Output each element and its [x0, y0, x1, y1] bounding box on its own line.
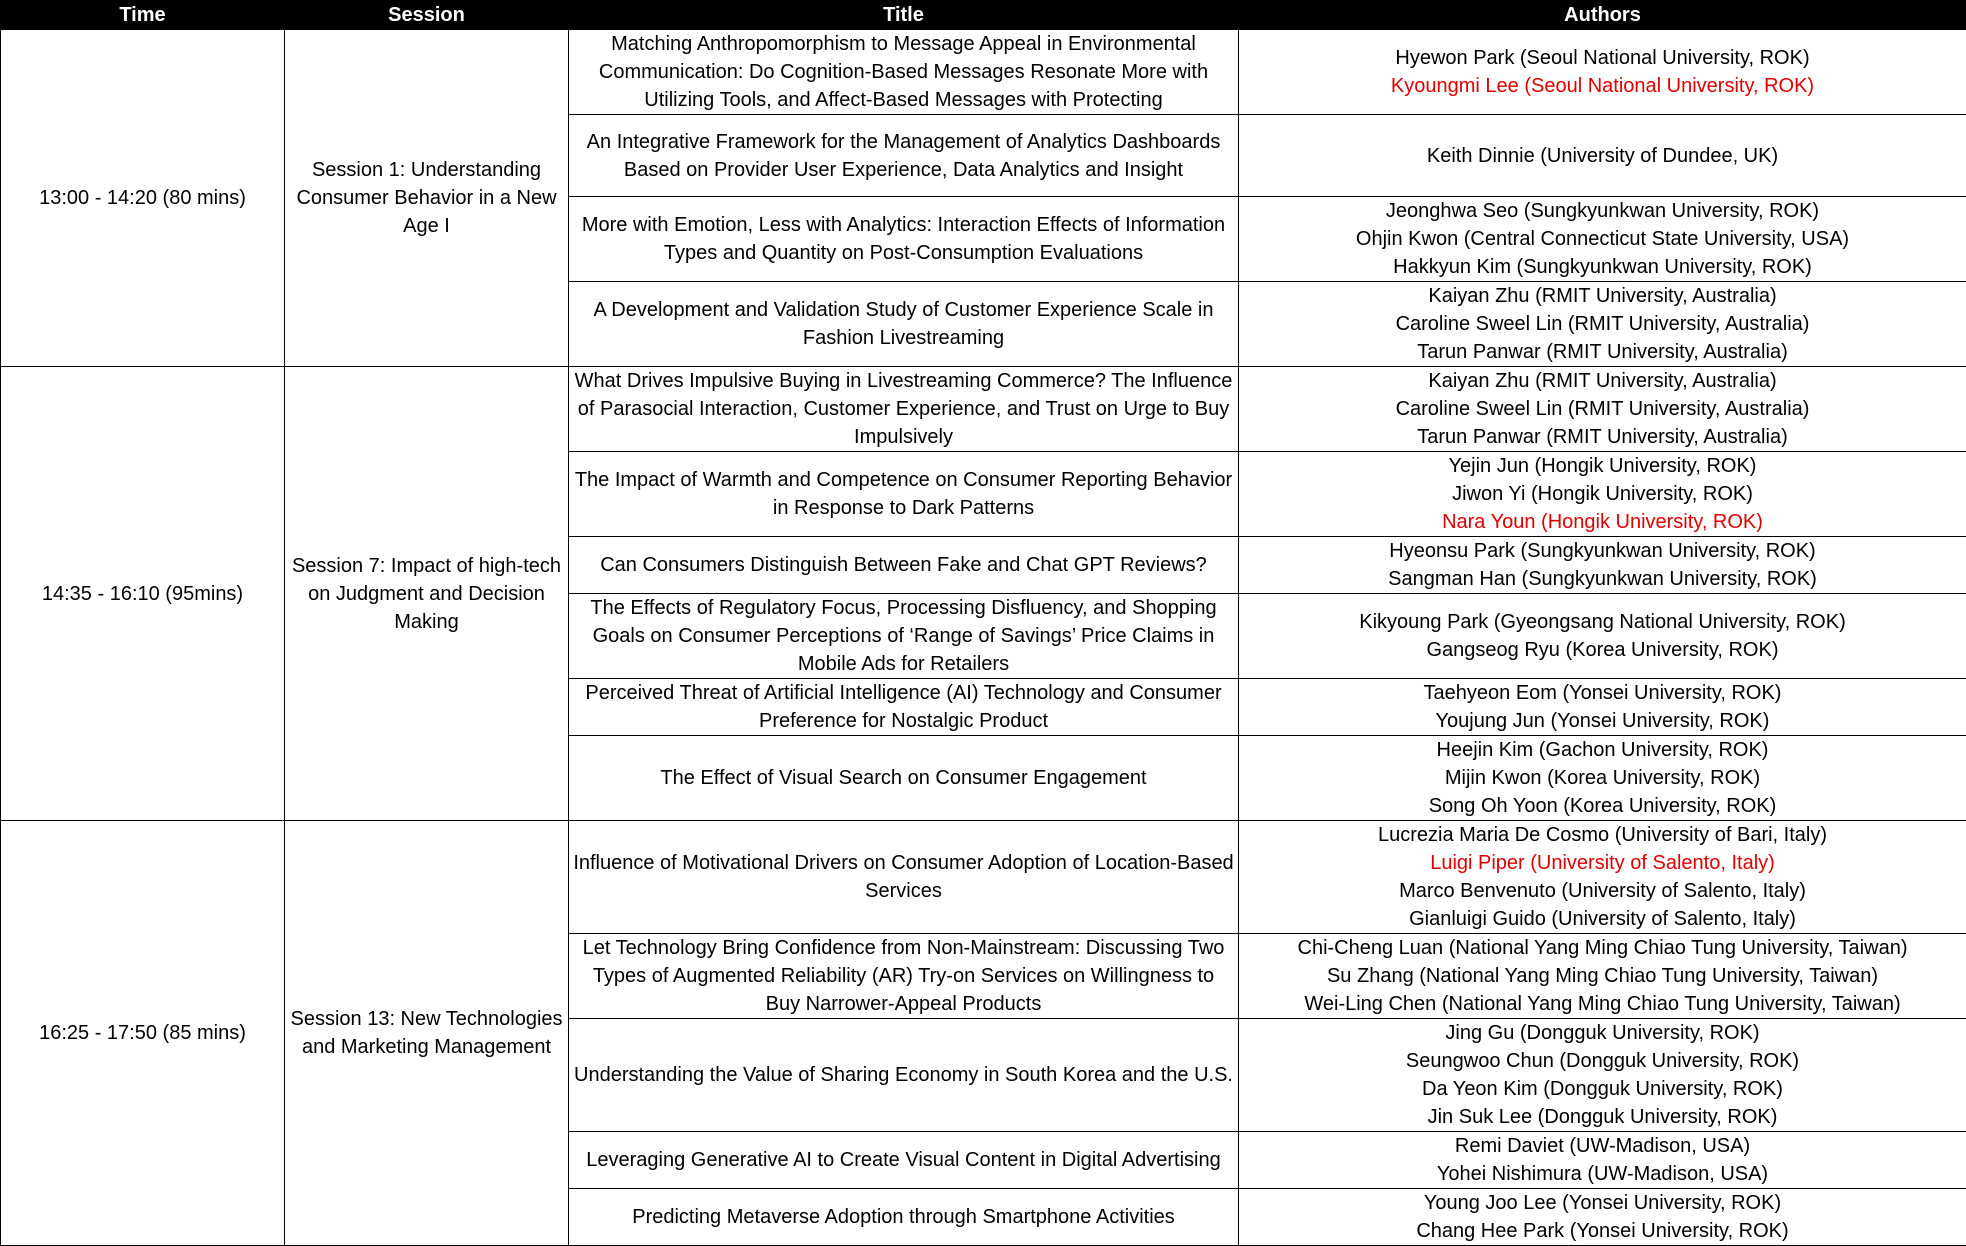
time-cell: 14:35 - 16:10 (95mins)	[1, 367, 285, 821]
author-name: Ohjin Kwon (Central Connecticut State University, USA)	[1243, 225, 1962, 253]
author-name: Jin Suk Lee (Dongguk University, ROK)	[1243, 1103, 1962, 1131]
header-authors: Authors	[1239, 1, 1966, 30]
author-name: Kikyoung Park (Gyeongsang National University, ROK)	[1243, 608, 1962, 636]
paper-title: Perceived Threat of Artificial Intelligence (AI) Technology and Consumer Preference for Nostalgic Product	[569, 679, 1239, 736]
author-name: Kaiyan Zhu (RMIT University, Australia)	[1243, 367, 1962, 395]
paper-title: Predicting Metaverse Adoption through Smartphone Activities	[569, 1189, 1239, 1246]
author-name: Heejin Kim (Gachon University, ROK)	[1243, 736, 1962, 764]
session-cell: Session 13: New Technologies and Marketing Management	[285, 821, 569, 1246]
author-name: Marco Benvenuto (University of Salento, Italy)	[1243, 877, 1962, 905]
authors-cell	[1239, 934, 1966, 1019]
authors-cell	[1239, 367, 1966, 452]
paper-row	[1, 30, 1966, 115]
author-name: Song Oh Yoon (Korea University, ROK)	[1243, 792, 1962, 820]
author-name: Tarun Panwar (RMIT University, Australia)	[1243, 338, 1962, 366]
header-row	[1, 1, 1966, 30]
author-name: Keith Dinnie (University of Dundee, UK)	[1243, 142, 1962, 170]
paper-title: The Effects of Regulatory Focus, Processing Disfluency, and Shopping Goals on Consumer Perceptions of ‘Range of Savings’ Price Claims in Mobile Ads for Retailers	[569, 594, 1239, 679]
authors-cell	[1239, 679, 1966, 736]
paper-row	[1, 367, 1966, 452]
author-name: Youjung Jun (Yonsei University, ROK)	[1243, 707, 1962, 735]
author-name-highlighted: Luigi Piper (University of Salento, Italy)	[1243, 849, 1962, 877]
author-name: Jiwon Yi (Hongik University, ROK)	[1243, 480, 1962, 508]
paper-title: Leveraging Generative AI to Create Visual Content in Digital Advertising	[569, 1132, 1239, 1189]
paper-title: Understanding the Value of Sharing Economy in South Korea and the U.S.	[569, 1019, 1239, 1132]
authors-cell	[1239, 1019, 1966, 1132]
author-name: Chi-Cheng Luan (National Yang Ming Chiao Tung University, Taiwan)	[1243, 934, 1962, 962]
author-name: Gangseog Ryu (Korea University, ROK)	[1243, 636, 1962, 664]
authors-cell	[1239, 1189, 1966, 1246]
author-name: Lucrezia Maria De Cosmo (University of Bari, Italy)	[1243, 821, 1962, 849]
author-name: Caroline Sweel Lin (RMIT University, Australia)	[1243, 395, 1962, 423]
session-cell: Session 1: Understanding Consumer Behavior in a New Age I	[285, 30, 569, 367]
author-name: Seungwoo Chun (Dongguk University, ROK)	[1243, 1047, 1962, 1075]
paper-title: The Impact of Warmth and Competence on Consumer Reporting Behavior in Response to Dark Patterns	[569, 452, 1239, 537]
authors-cell	[1239, 537, 1966, 594]
author-name: Su Zhang (National Yang Ming Chiao Tung University, Taiwan)	[1243, 962, 1962, 990]
authors-cell	[1239, 30, 1966, 115]
authors-cell	[1239, 821, 1966, 934]
author-name: Jing Gu (Dongguk University, ROK)	[1243, 1019, 1962, 1047]
time-cell: 16:25 - 17:50 (85 mins)	[1, 821, 285, 1246]
authors-cell	[1239, 115, 1966, 197]
paper-title: The Effect of Visual Search on Consumer Engagement	[569, 736, 1239, 821]
author-name: Taehyeon Eom (Yonsei University, ROK)	[1243, 679, 1962, 707]
authors-cell	[1239, 736, 1966, 821]
author-name: Jeonghwa Seo (Sungkyunkwan University, ROK)	[1243, 197, 1962, 225]
authors-cell	[1239, 282, 1966, 367]
paper-title: A Development and Validation Study of Customer Experience Scale in Fashion Livestreaming	[569, 282, 1239, 367]
paper-title: Let Technology Bring Confidence from Non-Mainstream: Discussing Two Types of Augmented Reliability (AR) Try-on Services on Willingness to Buy Narrower-Appeal Products	[569, 934, 1239, 1019]
author-name-highlighted: Nara Youn (Hongik University, ROK)	[1243, 508, 1962, 536]
authors-cell	[1239, 197, 1966, 282]
author-name: Yohei Nishimura (UW-Madison, USA)	[1243, 1160, 1962, 1188]
authors-cell	[1239, 1132, 1966, 1189]
author-name: Chang Hee Park (Yonsei University, ROK)	[1243, 1217, 1962, 1245]
author-name: Mijin Kwon (Korea University, ROK)	[1243, 764, 1962, 792]
paper-row	[1, 821, 1966, 934]
session-cell: Session 7: Impact of high-tech on Judgment and Decision Making	[285, 367, 569, 821]
author-name: Remi Daviet (UW-Madison, USA)	[1243, 1132, 1962, 1160]
author-name: Hyeonsu Park (Sungkyunkwan University, ROK)	[1243, 537, 1962, 565]
schedule-body	[1, 30, 1966, 1246]
header-title: Title	[569, 1, 1239, 30]
paper-title: More with Emotion, Less with Analytics: Interaction Effects of Information Types and Quantity on Post-Consumption Evaluations	[569, 197, 1239, 282]
author-name-highlighted: Kyoungmi Lee (Seoul National University, ROK)	[1243, 72, 1962, 100]
author-name: Kaiyan Zhu (RMIT University, Australia)	[1243, 282, 1962, 310]
paper-title: Can Consumers Distinguish Between Fake and Chat GPT Reviews?	[569, 537, 1239, 594]
authors-cell	[1239, 452, 1966, 537]
author-name: Sangman Han (Sungkyunkwan University, ROK)	[1243, 565, 1962, 593]
author-name: Yejin Jun (Hongik University, ROK)	[1243, 452, 1962, 480]
author-name: Da Yeon Kim (Dongguk University, ROK)	[1243, 1075, 1962, 1103]
author-name: Hyewon Park (Seoul National University, ROK)	[1243, 44, 1962, 72]
time-cell: 13:00 - 14:20 (80 mins)	[1, 30, 285, 367]
paper-title: Matching Anthropomorphism to Message Appeal in Environmental Communication: Do Cognition-Based Messages Resonate More with Utilizing Tools, and Affect-Based Messages with Protecting	[569, 30, 1239, 115]
header-time: Time	[1, 1, 285, 30]
author-name: Caroline Sweel Lin (RMIT University, Australia)	[1243, 310, 1962, 338]
paper-title: What Drives Impulsive Buying in Livestreaming Commerce? The Influence of Parasocial Interaction, Customer Experience, and Trust on Urge to Buy Impulsively	[569, 367, 1239, 452]
header-session: Session	[285, 1, 569, 30]
paper-title: Influence of Motivational Drivers on Consumer Adoption of Location-Based Services	[569, 821, 1239, 934]
author-name: Young Joo Lee (Yonsei University, ROK)	[1243, 1189, 1962, 1217]
paper-title: An Integrative Framework for the Management of Analytics Dashboards Based on Provider User Experience, Data Analytics and Insight	[569, 115, 1239, 197]
author-name: Gianluigi Guido (University of Salento, Italy)	[1243, 905, 1962, 933]
author-name: Tarun Panwar (RMIT University, Australia)	[1243, 423, 1962, 451]
author-name: Hakkyun Kim (Sungkyunkwan University, ROK)	[1243, 253, 1962, 281]
authors-cell	[1239, 594, 1966, 679]
author-name: Wei-Ling Chen (National Yang Ming Chiao Tung University, Taiwan)	[1243, 990, 1962, 1018]
